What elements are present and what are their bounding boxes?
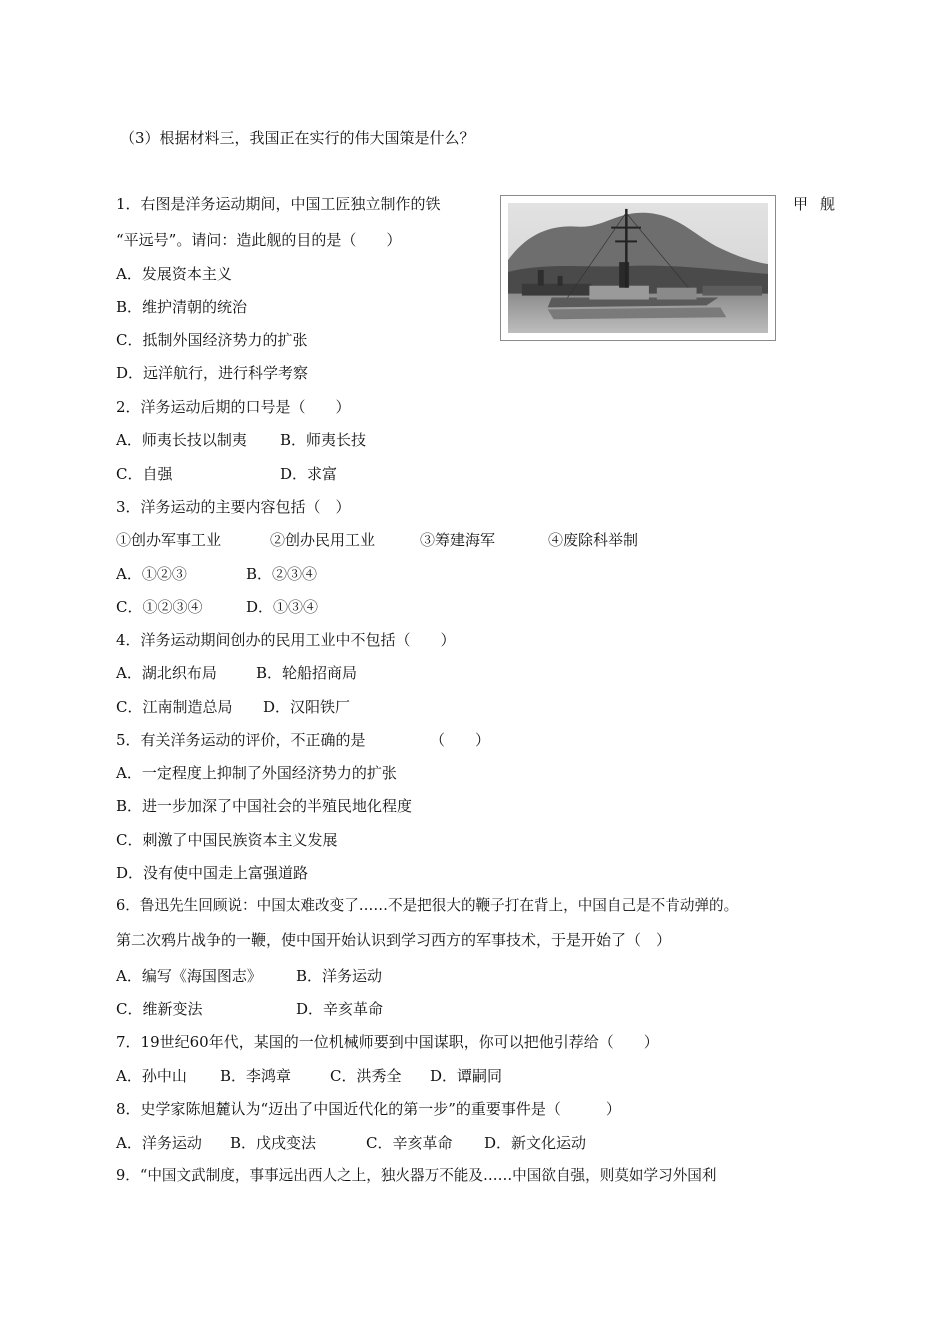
q7-option-a: A．孙中山 <box>116 1067 187 1085</box>
q6-option-c: C．维新变法 <box>116 1000 203 1018</box>
q7-stem: 7．19世纪60年代，某国的一位机械师要到中国谋职，你可以把他引荐给（ ） <box>116 1033 659 1051</box>
intro-question: （3）根据材料三，我国正在实行的伟大国策是什么？ <box>120 129 475 147</box>
q2-option-d: D．求富 <box>280 465 338 483</box>
q1-option-a: A．发展资本主义 <box>116 265 232 283</box>
q1-stem-right-2: 舰 <box>820 195 836 213</box>
q6-option-b: B．洋务运动 <box>296 967 383 985</box>
q7-option-d: D．谭嗣同 <box>430 1067 503 1085</box>
q3-option-c: C．①②③④ <box>116 598 203 616</box>
q3-option-d: D．①③④ <box>246 598 319 616</box>
q2-option-a: A．师夷长技以制夷 <box>116 431 247 449</box>
q5-option-c: C．刺激了中国民族资本主义发展 <box>116 831 338 849</box>
ironclad-ship-photo <box>500 195 776 341</box>
q6-stem-line2: 第二次鸦片战争的一鞭，使中国开始认识到学习西方的军事技术，于是开始了（ ） <box>116 931 672 949</box>
q7-option-c: C．洪秀全 <box>330 1067 402 1085</box>
q6-stem-line1: 6．鲁迅先生回顾说：中国太难改变了……不是把很大的鞭子打在背上，中国自己是不肯动弹的。 <box>116 897 739 914</box>
q5-option-b: B．进一步加深了中国社会的半殖民地化程度 <box>116 797 413 815</box>
q2-stem: 2．洋务运动后期的口号是（ ） <box>116 398 351 416</box>
q2-option-b: B．师夷长技 <box>280 431 367 449</box>
q3-item-4: ④废除科举制 <box>548 531 639 549</box>
q9-stem: 9．“中国文武制度，事事远出西人之上，独火器万不能及……中国欲自强，则莫如学习外国利 <box>116 1167 717 1184</box>
q4-option-d: D．汉阳铁厂 <box>263 698 351 716</box>
q1-stem-right-1: 甲 <box>793 195 809 213</box>
q6-option-d: D．辛亥革命 <box>296 1000 384 1018</box>
q8-option-c: C．辛亥革命 <box>366 1134 453 1152</box>
q3-stem: 3．洋务运动的主要内容包括（ ） <box>116 498 351 516</box>
q1-option-b: B．维护清朝的统治 <box>116 298 248 316</box>
q1-stem-line2: “平远号”。请问：造此舰的目的是（ ） <box>116 231 402 249</box>
q5-stem: 5．有关洋务运动的评价，不正确的是 <box>116 731 366 749</box>
q1-stem-line1: 1．右图是洋务运动期间，中国工匠独立制作的铁 <box>116 195 441 213</box>
q2-option-c: C．自强 <box>116 465 173 483</box>
q3-option-a: A．①②③ <box>116 565 187 583</box>
q4-option-b: B．轮船招商局 <box>256 664 358 682</box>
q4-option-c: C．江南制造总局 <box>116 698 233 716</box>
q3-item-2: ②创办民用工业 <box>270 531 376 549</box>
ship-photo-image <box>508 203 768 333</box>
q8-option-b: B．戊戌变法 <box>230 1134 317 1152</box>
q5-option-a: A．一定程度上抑制了外国经济势力的扩张 <box>116 764 397 782</box>
q6-option-a: A．编写《海国图志》 <box>116 967 262 985</box>
q8-option-a: A．洋务运动 <box>116 1134 202 1152</box>
q4-stem: 4．洋务运动期间创办的民用工业中不包括（ ） <box>116 631 456 649</box>
q7-option-b: B．李鸿章 <box>220 1067 292 1085</box>
q4-option-a: A．湖北织布局 <box>116 664 217 682</box>
q3-option-b: B．②③④ <box>246 565 318 583</box>
q3-item-1: ①创办军事工业 <box>116 531 222 549</box>
q8-stem: 8．史学家陈旭麓认为“迈出了中国近代化的第一步”的重要事件是（ ） <box>116 1100 621 1118</box>
q1-option-d: D．远洋航行，进行科学考察 <box>116 364 309 382</box>
q5-paren: （ ） <box>430 731 491 749</box>
q3-item-3: ③筹建海军 <box>420 531 496 549</box>
q1-option-c: C．抵制外国经济势力的扩张 <box>116 331 308 349</box>
q5-option-d: D．没有使中国走上富强道路 <box>116 864 309 882</box>
q8-option-d: D．新文化运动 <box>484 1134 587 1152</box>
